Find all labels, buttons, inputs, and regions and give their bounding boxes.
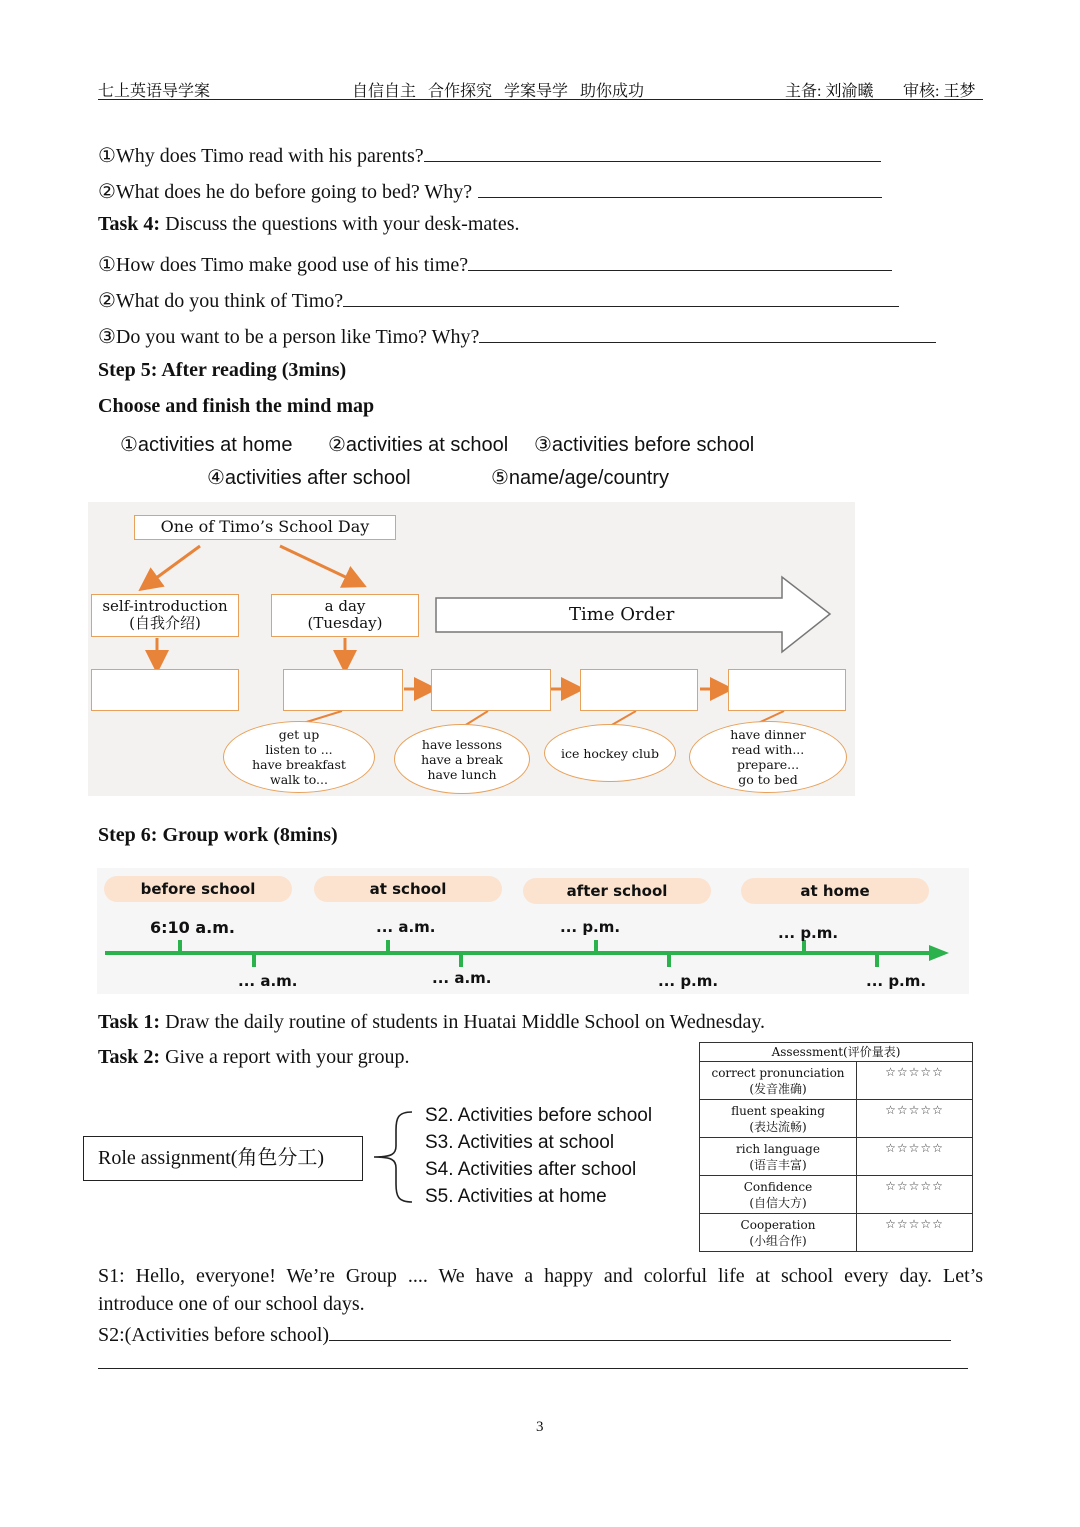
pill-at-school: at school <box>314 876 502 902</box>
oval-before-school: get up listen to ... have breakfast walk to... <box>223 721 375 793</box>
mindmap-blank-box[interactable] <box>580 669 698 711</box>
answer-line[interactable] <box>424 141 881 162</box>
oval-after-school: ice hockey club <box>544 724 676 782</box>
mindmap-blank-box[interactable] <box>728 669 846 711</box>
answer-line[interactable] <box>329 1320 951 1341</box>
question-2: ②What does he do before going to bed? Why? <box>98 177 882 204</box>
header-divider <box>98 99 983 100</box>
rating-stars[interactable]: ☆☆☆☆☆ <box>857 1062 973 1100</box>
time-order-label: Time Order <box>569 604 675 625</box>
time-bottom-1: ... a.m. <box>238 972 298 990</box>
criterion-cooperation: Cooperation (小组合作) <box>700 1214 857 1252</box>
role-assignment-box: Role assignment(角色分工) <box>83 1136 363 1181</box>
report-line-1: S1: Hello, everyone! We’re Group .... We have a happy and colorful life at school every day. Let’s <box>98 1265 983 1287</box>
option-4: ④activities after school <box>207 467 411 489</box>
time-bottom-2: ... a.m. <box>432 969 492 987</box>
answer-line[interactable] <box>98 1368 968 1369</box>
role-s5: S5. Activities at home <box>425 1186 607 1207</box>
task2: Task 2: Give a report with your group. <box>98 1046 410 1068</box>
question-1: ①Why does Timo read with his parents? <box>98 141 881 168</box>
time-bottom-3: ... p.m. <box>658 972 719 990</box>
task4-question-1: ①How does Timo make good use of his time? <box>98 250 892 277</box>
role-s4: S4. Activities after school <box>425 1159 637 1180</box>
option-2: ②activities at school <box>328 434 509 456</box>
header-author: 主备: 刘渝曦 <box>785 83 874 100</box>
mindmap-blank-box[interactable] <box>91 669 239 711</box>
header-motto: 自信自主 合作探究 学案导学 助你成功 <box>352 83 645 100</box>
option-5: ⑤name/age/country <box>491 467 670 489</box>
rating-stars[interactable]: ☆☆☆☆☆ <box>857 1138 973 1176</box>
timeline-arrow <box>97 938 957 970</box>
mindmap-self-intro: self-introduction (自我介绍) <box>91 594 239 637</box>
answer-line[interactable] <box>343 286 899 307</box>
time-top-1: 6:10 a.m. <box>150 918 235 937</box>
rating-stars[interactable]: ☆☆☆☆☆ <box>857 1214 973 1252</box>
rating-stars[interactable]: ☆☆☆☆☆ <box>857 1100 973 1138</box>
criterion-pronunciation: correct pronunciation (发音准确) <box>700 1062 857 1100</box>
report-s2: S2:(Activities before school) <box>98 1320 951 1347</box>
brace-icon <box>370 1110 416 1204</box>
answer-line[interactable] <box>468 250 892 271</box>
page-number: 3 <box>536 1419 544 1435</box>
criterion-fluent: fluent speaking (表达流畅) <box>700 1100 857 1138</box>
time-top-4: ... p.m. <box>778 924 839 942</box>
rating-stars[interactable]: ☆☆☆☆☆ <box>857 1176 973 1214</box>
assessment-table <box>699 1042 973 1252</box>
step5-title: Step 5: After reading (3mins) <box>98 359 347 381</box>
time-top-2: ... a.m. <box>376 918 436 936</box>
answer-line[interactable] <box>478 177 882 198</box>
role-list <box>425 1102 652 1210</box>
time-bottom-4: ... p.m. <box>866 972 927 990</box>
option-3: ③activities before school <box>534 434 755 456</box>
pill-after-school: after school <box>523 878 711 904</box>
option-1: ①activities at home <box>120 434 293 456</box>
report-line-2: introduce one of our school days. <box>98 1293 365 1315</box>
mindmap-root: One of Timo’s School Day <box>134 515 396 540</box>
mindmap-blank-box[interactable] <box>431 669 551 711</box>
header-reviewer: 审核: 王梦 <box>903 83 976 100</box>
pill-before-school: before school <box>104 876 292 902</box>
task4-question-2: ②What do you think of Timo? <box>98 286 899 313</box>
time-top-3: ... p.m. <box>560 918 621 936</box>
pill-at-home: at home <box>741 878 929 904</box>
task1: Task 1: Draw the daily routine of students in Huatai Middle School on Wednesday. <box>98 1011 766 1033</box>
step5-subtitle: Choose and finish the mind map <box>98 395 375 417</box>
role-s3: S3. Activities at school <box>425 1132 615 1153</box>
oval-at-school: have lessons have a break have lunch <box>394 724 530 794</box>
task4-heading: Task 4: Discuss the questions with your desk-mates. <box>98 213 520 235</box>
criterion-rich-language: rich language (语言丰富) <box>700 1138 857 1176</box>
mindmap-blank-box[interactable] <box>283 669 403 711</box>
mindmap-a-day: a day (Tuesday) <box>271 594 419 637</box>
step6-title: Step 6: Group work (8mins) <box>98 824 338 846</box>
assessment-title: Assessment(评价量表) <box>700 1043 973 1062</box>
answer-line[interactable] <box>479 322 936 343</box>
role-s2: S2. Activities before school <box>425 1105 653 1126</box>
task4-question-3: ③Do you want to be a person like Timo? Why? <box>98 322 936 349</box>
criterion-confidence: Confidence (自信大方) <box>700 1176 857 1214</box>
oval-at-home: have dinner read with... prepare... go to bed <box>689 721 847 793</box>
header-left: 七上英语导学案 <box>98 83 211 100</box>
